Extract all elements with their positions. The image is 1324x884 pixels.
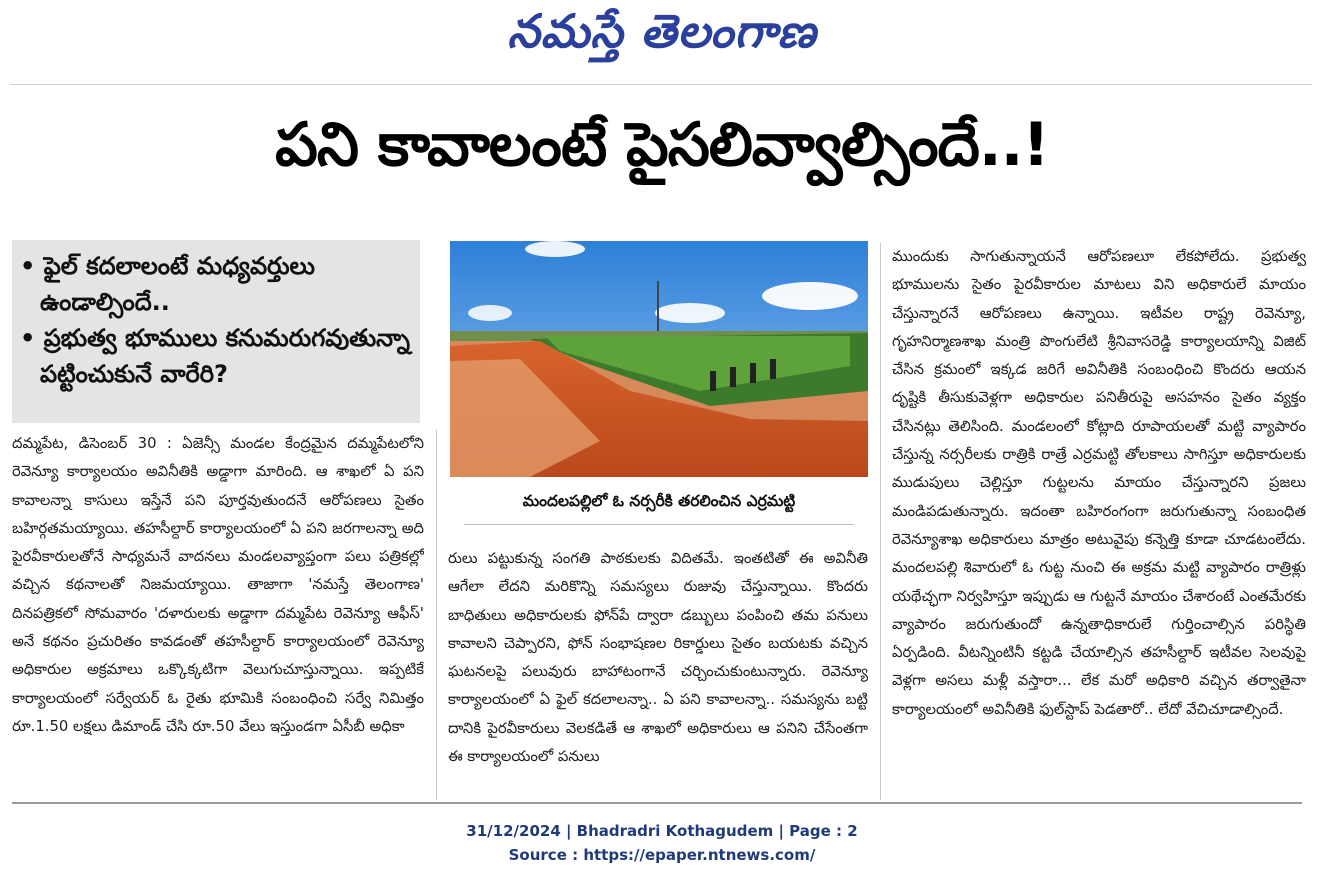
highlight-item: • ప్రభుత్వ భూములు కనుమరుగవుతున్నా పట్టించుకునే వారేరి?	[20, 324, 410, 388]
article-column-2: రులు పట్టుకున్న సంగతి పాఠకులకు విదితమే. ఇంతటితో ఈ అవినీతి ఆగేలా లేదని మరికొన్ని సమస్యలు రుజువు చేస్తున్నాయి. కొందరు బాధితులు అధికారులకు ఫోన్‌పే ద్వారా డబ్బులు పంపించి తమ పనులు కావాలని చెప్పారని, ఫోన్ సంభాషణల రికార్డులు సైతం బయటకు వచ్చిన ఘటనలపై పలువురు బాహాటంగానే చర్చించుకుంటున్నారు. రెవెన్యూ కార్యాలయంలో ఏ ఫైల్ కదలాలన్నా.. ఏ పని కావాలన్నా.. సమస్యను బట్టి దానికి పైరవీకారులు వెలకడితే ఆ శాఖలో అధికారులు ఆ పనిని చేసేంతగా ఈ కార్యాలయంలో పనులు	[448, 550, 868, 766]
column-divider	[880, 243, 881, 800]
caption-divider	[464, 524, 854, 525]
headline: పని కావాలంటే పైసలివ్వాల్సిందే..!	[275, 110, 1049, 180]
article-column-1: దమ్మపేట, డిసెంబర్ 30 : ఏజెన్సీ మండల కేంద్రమైన దమ్మపేటలోని రెవెన్యూ కార్యాలయం అవినీతికి అడ్డాగా మారింది. ఆ శాఖలో ఏ పని కావాలన్నా కాసులు ఇస్తేనే పని పూర్తవుతుందనే ఆరోపణలు సైతం బహిర్గతమయ్యాయి. తహసీల్దార్ కార్యాలయంలో ఏ పని జరగాలన్నా అది పైరవీకారులతోనే సాధ్యమనే వాదనలు మండలవ్యాప్తంగా పలు పత్రికల్లో వచ్చిన కథనాలతో నిజమయ్యాయి. తాజాగా 'నమస్తే తెలంగాణ' దినపత్రికలో సోమవారం 'దళారులకు అడ్డాగా దమ్మపేట రెవెన్యూ ఆఫీస్' అనే కథనం ప్రచురితం కావడంతో తహసీల్దార్ కార్యాలయంలో రెవెన్యూ అధికారుల అక్రమాలు ఒక్కొక్కటిగా వెలుగుచూస్తున్నాయి. ఇప్పటికే కార్యాలయంలో సర్వేయర్ ఓ రైతు భూమికి సంబంధించి సర్వే నిమిత్తం రూ.1.50 లక్షలు డిమాండ్ చేసి రూ.50 వేలు ఇస్తుండగా ఏసీబీ అధికా	[12, 435, 424, 735]
photo-caption: మందలపల్లిలో ఓ నర్సరీకి తరలించిన ఎర్రమట్టి	[522, 492, 796, 510]
highlights-box	[12, 240, 420, 423]
column-divider	[436, 430, 437, 800]
article-photo	[450, 241, 868, 477]
footer-divider	[12, 802, 1302, 804]
masthead-divider	[10, 84, 1312, 85]
footer-source: Source : https://epaper.ntnews.com/	[508, 846, 816, 864]
footer-date-edition: 31/12/2024 | Bhadradri Kothagudem | Page : 2	[466, 822, 858, 840]
masthead-logo: నమస్తే తెలంగాణ	[507, 4, 817, 58]
highlight-item: • ఫైల్ కదలాలంటే మధ్యవర్తులు ఉండాల్సిందే..	[20, 252, 315, 316]
article-column-3: ముందుకు సాగుతున్నాయనే ఆరోపణలూ లేకపోలేదు. ప్రభుత్వ భూములను సైతం పైరవీకారుల మాటలు విని అధికారులే మాయం చేస్తున్నారనే ఆరోపణలు ఉన్నాయి. ఇటీవల రాష్ట్ర రెవెన్యూ, గృహనిర్మాణశాఖ మంత్రి పొంగులేటి శ్రీనివాసరెడ్డి కార్యాలయాన్ని విజిట్ చేసిన క్రమంలో ఇక్కడ జరిగే అవినీతికి సంబంధించి కొందరు ఆయన దృష్టికి తీసుకువెళ్లగా అధికారుల పనితీరుపై అసహనం సైతం వ్యక్తం చేసినట్లు తెలిసింది. మండలంలో కోట్లాది రూపాయలతో మట్టి వ్యాపారం చేస్తున్న నర్సరీలకు రాత్రికి రాత్రే ఎర్రమట్టి తోలకాలు సాగిస్తూ అధికారులకు ముడుపులు చెల్లిస్తూ గుట్టలను మాయం చేస్తున్నారని ప్రజలు మండిపడుతున్నారు. ఇదంతా బహిరంగంగా జరుగుతున్నా సంబంధిత రెవెన్యూశాఖ అధికారులు మాత్రం అటువైపు కన్నెత్తి కూడా చూడటంలేదు. మందలపల్లి శివారులో ఓ గుట్ట నుంచి ఈ అక్రమ మట్టి వ్యాపారం రాత్రిళ్లు యథేచ్ఛగా నిర్వహిస్తూ ఇప్పుడు ఆ గుట్టనే మాయం చేశారంటే ఎంతమేరకు వ్యాపారం జరుగుతుందో ఉన్నతాధికారులే గుర్తించాల్సిన పరిస్థితి ఏర్పడింది. వీటన్నింటినీ కట్టడి చేయాల్సిన తహసీల్దార్ ఇటీవల సెలవుపై వెళ్లగా అసలు మళ్లీ వస్తారా... లేక మరో అధికారి వచ్చిన తర్వాతైనా కార్యాలయంలో అవినీతికి ఫుల్‌స్టాప్ పెడతారో.. లేదో వేచిచూడాల్సిందే.	[892, 248, 1306, 718]
